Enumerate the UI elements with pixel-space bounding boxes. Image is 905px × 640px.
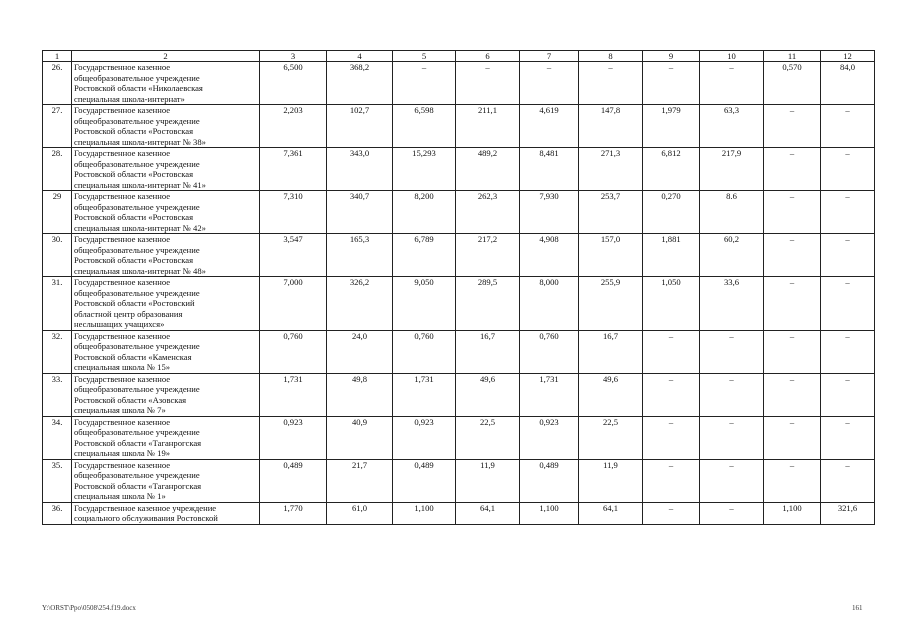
column-number-row xyxy=(43,51,875,62)
value-cell: – xyxy=(764,416,821,459)
value-cell: 255,9 xyxy=(579,277,643,331)
row-number-cell: 26. xyxy=(43,62,72,105)
value-cell: 11,9 xyxy=(456,459,520,502)
value-cell: – xyxy=(579,62,643,105)
value-cell: 1,731 xyxy=(260,373,327,416)
value-cell: – xyxy=(764,330,821,373)
table-row xyxy=(43,373,875,416)
value-cell: 84,0 xyxy=(821,62,875,105)
value-cell: 49,8 xyxy=(327,373,393,416)
value-cell: – xyxy=(700,330,764,373)
value-cell: 271,3 xyxy=(579,148,643,191)
value-cell: 0,270 xyxy=(643,191,700,234)
value-cell: 217,2 xyxy=(456,234,520,277)
institution-name-line: общеобразовательное учреждение xyxy=(74,470,200,480)
row-number-cell: 31. xyxy=(43,277,72,331)
value-cell: – xyxy=(700,502,764,524)
column-number-cell: 10 xyxy=(700,51,764,62)
column-number-cell: 9 xyxy=(643,51,700,62)
institution-name-line: Государственное казенное xyxy=(74,459,171,470)
institution-name-cell xyxy=(72,330,260,373)
institution-name-line: Ростовской области «Николаевская xyxy=(74,83,203,93)
institution-name-cell xyxy=(72,191,260,234)
value-cell: 21,7 xyxy=(327,459,393,502)
value-cell: 0,923 xyxy=(393,416,456,459)
column-number-cell: 6 xyxy=(456,51,520,62)
value-cell: – xyxy=(821,234,875,277)
value-cell: 16,7 xyxy=(579,330,643,373)
institution-name-line: Ростовской области «Ростовская xyxy=(74,169,194,179)
value-cell: – xyxy=(764,148,821,191)
institution-name-line: социального обслуживания Ростовской xyxy=(74,513,218,523)
row-number-cell: 35. xyxy=(43,459,72,502)
institution-name-line: общеобразовательное учреждение xyxy=(74,244,200,255)
institution-name-line: Ростовской области «Ростовская xyxy=(74,212,194,222)
institution-name-line: специальная школа-интернат № 38» xyxy=(74,136,206,147)
value-cell: 7,361 xyxy=(260,148,327,191)
value-cell: 24,0 xyxy=(327,330,393,373)
institution-name-line: Ростовской области «Ростовская xyxy=(74,126,194,136)
column-number-cell: 7 xyxy=(520,51,579,62)
institution-name-line: Государственное казенное учреждение xyxy=(74,502,217,513)
value-cell: 7,930 xyxy=(520,191,579,234)
value-cell: – xyxy=(821,459,875,502)
value-cell: 1,100 xyxy=(520,502,579,524)
table-row xyxy=(43,191,875,234)
institution-name-line: Ростовской области «Таганрогская xyxy=(74,480,202,491)
value-cell: – xyxy=(643,62,700,105)
column-number-cell: 5 xyxy=(393,51,456,62)
value-cell: – xyxy=(643,459,700,502)
row-number-cell: 27. xyxy=(43,105,72,148)
value-cell: 1,881 xyxy=(643,234,700,277)
institution-name-line: общеобразовательное учреждение xyxy=(74,158,200,169)
institution-name-line: неслышащих учащихся» xyxy=(74,319,165,329)
value-cell: 4,619 xyxy=(520,105,579,148)
institution-name-line: общеобразовательное учреждение xyxy=(74,341,200,351)
institution-name-line: общеобразовательное учреждение xyxy=(74,201,200,212)
page-number: 161 xyxy=(852,604,863,612)
row-number-cell: 28. xyxy=(43,148,72,191)
value-cell: 8,200 xyxy=(393,191,456,234)
institution-name-line: Ростовской области «Ростовская xyxy=(74,255,194,265)
institution-name-cell xyxy=(72,105,260,148)
value-cell: 15,293 xyxy=(393,148,456,191)
value-cell: 147,8 xyxy=(579,105,643,148)
value-cell: 64,1 xyxy=(579,502,643,524)
value-cell: 211,1 xyxy=(456,105,520,148)
value-cell: 49,6 xyxy=(456,373,520,416)
institution-name-line: Ростовской области «Каменская xyxy=(74,351,192,362)
value-cell: 340,7 xyxy=(327,191,393,234)
value-cell: 3,547 xyxy=(260,234,327,277)
value-cell: 343,0 xyxy=(327,148,393,191)
value-cell: 2,203 xyxy=(260,105,327,148)
table-row xyxy=(43,416,875,459)
value-cell: – xyxy=(643,373,700,416)
value-cell: – xyxy=(821,191,875,234)
institution-name-line: специальная школа-интернат» xyxy=(74,93,185,104)
institution-name-line: Государственное казенное xyxy=(74,62,171,72)
institution-name-line: специальная школа № 19» xyxy=(74,448,171,458)
value-cell: – xyxy=(700,416,764,459)
value-cell: 63,3 xyxy=(700,105,764,148)
institution-name-line: специальная школа-интернат № 41» xyxy=(74,179,206,190)
institution-name-line: специальная школа № 1» xyxy=(74,491,166,501)
value-cell: – xyxy=(764,459,821,502)
value-cell: 61,0 xyxy=(327,502,393,524)
value-cell: 22,5 xyxy=(456,416,520,459)
institution-name-cell xyxy=(72,277,260,331)
value-cell: – xyxy=(821,373,875,416)
column-number-cell: 1 xyxy=(43,51,72,62)
institution-name-line: специальная школа № 7» xyxy=(74,405,166,415)
table-row xyxy=(43,148,875,191)
table-row xyxy=(43,502,875,524)
institution-name-cell xyxy=(72,62,260,105)
value-cell: 0,923 xyxy=(260,416,327,459)
value-cell: – xyxy=(700,459,764,502)
column-number-cell: 12 xyxy=(821,51,875,62)
value-cell: 217,9 xyxy=(700,148,764,191)
institution-name-line: областной центр образования xyxy=(74,308,183,319)
table-row xyxy=(43,459,875,502)
value-cell: 1,050 xyxy=(643,277,700,331)
value-cell: 40,9 xyxy=(327,416,393,459)
value-cell: 0,760 xyxy=(520,330,579,373)
value-cell: 0,760 xyxy=(260,330,327,373)
institution-name-line: Государственное казенное xyxy=(74,191,171,201)
value-cell: 262,3 xyxy=(456,191,520,234)
value-cell: 1,979 xyxy=(643,105,700,148)
value-cell: 165,3 xyxy=(327,234,393,277)
table-row xyxy=(43,62,875,105)
value-cell: 4,908 xyxy=(520,234,579,277)
value-cell: 6,598 xyxy=(393,105,456,148)
value-cell: – xyxy=(700,373,764,416)
value-cell: 8.6 xyxy=(700,191,764,234)
value-cell: – xyxy=(764,105,821,148)
table-row xyxy=(43,234,875,277)
institution-name-cell xyxy=(72,502,260,524)
column-number-cell: 3 xyxy=(260,51,327,62)
value-cell: 1,731 xyxy=(393,373,456,416)
value-cell: 1,100 xyxy=(764,502,821,524)
value-cell: – xyxy=(764,191,821,234)
value-cell: 22,5 xyxy=(579,416,643,459)
value-cell: 0,923 xyxy=(520,416,579,459)
institution-name-line: специальная школа № 15» xyxy=(74,362,171,372)
institution-name-line: общеобразовательное учреждение xyxy=(74,384,200,394)
value-cell: – xyxy=(821,277,875,331)
value-cell: 7,000 xyxy=(260,277,327,331)
column-number-cell: 2 xyxy=(72,51,260,62)
institution-name-line: Государственное казенное xyxy=(74,416,171,427)
value-cell: 6,500 xyxy=(260,62,327,105)
value-cell: 6,789 xyxy=(393,234,456,277)
value-cell: 289,5 xyxy=(456,277,520,331)
value-cell: – xyxy=(764,234,821,277)
value-cell: 60,2 xyxy=(700,234,764,277)
institution-name-cell xyxy=(72,148,260,191)
value-cell: – xyxy=(821,416,875,459)
value-cell: – xyxy=(393,62,456,105)
value-cell: 1,100 xyxy=(393,502,456,524)
value-cell: – xyxy=(700,62,764,105)
value-cell: – xyxy=(821,105,875,148)
value-cell: 0,489 xyxy=(393,459,456,502)
row-number-cell: 34. xyxy=(43,416,72,459)
value-cell: 368,2 xyxy=(327,62,393,105)
value-cell: 321,6 xyxy=(821,502,875,524)
document-table xyxy=(42,50,875,525)
row-number-cell: 32. xyxy=(43,330,72,373)
institution-name-line: специальная школа-интернат № 42» xyxy=(74,222,206,233)
institution-name-line: общеобразовательное учреждение xyxy=(74,115,200,126)
table-row xyxy=(43,105,875,148)
value-cell: 49,6 xyxy=(579,373,643,416)
institution-name-cell xyxy=(72,373,260,416)
institution-name-line: Государственное казенное xyxy=(74,148,171,158)
value-cell: – xyxy=(821,330,875,373)
value-cell: 1,770 xyxy=(260,502,327,524)
column-number-cell: 11 xyxy=(764,51,821,62)
institution-name-line: общеобразовательное учреждение xyxy=(74,72,200,83)
value-cell: 0,489 xyxy=(260,459,327,502)
value-cell: – xyxy=(520,62,579,105)
value-cell: 0,760 xyxy=(393,330,456,373)
value-cell: 8,481 xyxy=(520,148,579,191)
value-cell: 6,812 xyxy=(643,148,700,191)
file-path-footer: Y:\ORST\Ppo\0508\254.f19.docx xyxy=(42,604,136,612)
value-cell: – xyxy=(643,330,700,373)
value-cell: 8,000 xyxy=(520,277,579,331)
value-cell: 7,310 xyxy=(260,191,327,234)
value-cell: 33,6 xyxy=(700,277,764,331)
institution-name-line: специальная школа-интернат № 48» xyxy=(74,265,206,276)
institution-name-line: Государственное казенное xyxy=(74,234,171,244)
value-cell: – xyxy=(643,502,700,524)
institution-name-line: Ростовской области «Азовская xyxy=(74,394,187,405)
institution-name-cell xyxy=(72,416,260,459)
value-cell: 0,570 xyxy=(764,62,821,105)
row-number-cell: 36. xyxy=(43,502,72,524)
value-cell: 157,0 xyxy=(579,234,643,277)
institution-name-line: общеобразовательное учреждение xyxy=(74,427,200,437)
value-cell: 1,731 xyxy=(520,373,579,416)
table-row xyxy=(43,277,875,331)
value-cell: 253,7 xyxy=(579,191,643,234)
value-cell: – xyxy=(764,373,821,416)
value-cell: 102,7 xyxy=(327,105,393,148)
column-number-cell: 8 xyxy=(579,51,643,62)
institution-name-line: Государственное казенное xyxy=(74,373,171,384)
institution-name-line: общеобразовательное учреждение xyxy=(74,287,200,298)
value-cell: – xyxy=(643,416,700,459)
institution-name-line: Государственное казенное xyxy=(74,277,171,287)
institution-name-cell xyxy=(72,459,260,502)
table-row xyxy=(43,330,875,373)
value-cell: 16,7 xyxy=(456,330,520,373)
value-cell: – xyxy=(456,62,520,105)
institution-name-cell xyxy=(72,234,260,277)
row-number-cell: 30. xyxy=(43,234,72,277)
row-number-cell: 33. xyxy=(43,373,72,416)
institution-name-line: Ростовской области «Ростовский xyxy=(74,298,195,308)
value-cell: 326,2 xyxy=(327,277,393,331)
institution-name-line: Ростовской области «Таганрогская xyxy=(74,437,202,448)
value-cell: 0,489 xyxy=(520,459,579,502)
value-cell: 64,1 xyxy=(456,502,520,524)
value-cell: – xyxy=(764,277,821,331)
column-number-cell: 4 xyxy=(327,51,393,62)
row-number-cell: 29 xyxy=(43,191,72,234)
value-cell: 11,9 xyxy=(579,459,643,502)
value-cell: – xyxy=(821,148,875,191)
institution-name-line: Государственное казенное xyxy=(74,330,171,341)
value-cell: 9,050 xyxy=(393,277,456,331)
institution-name-line: Государственное казенное xyxy=(74,105,171,115)
value-cell: 489,2 xyxy=(456,148,520,191)
